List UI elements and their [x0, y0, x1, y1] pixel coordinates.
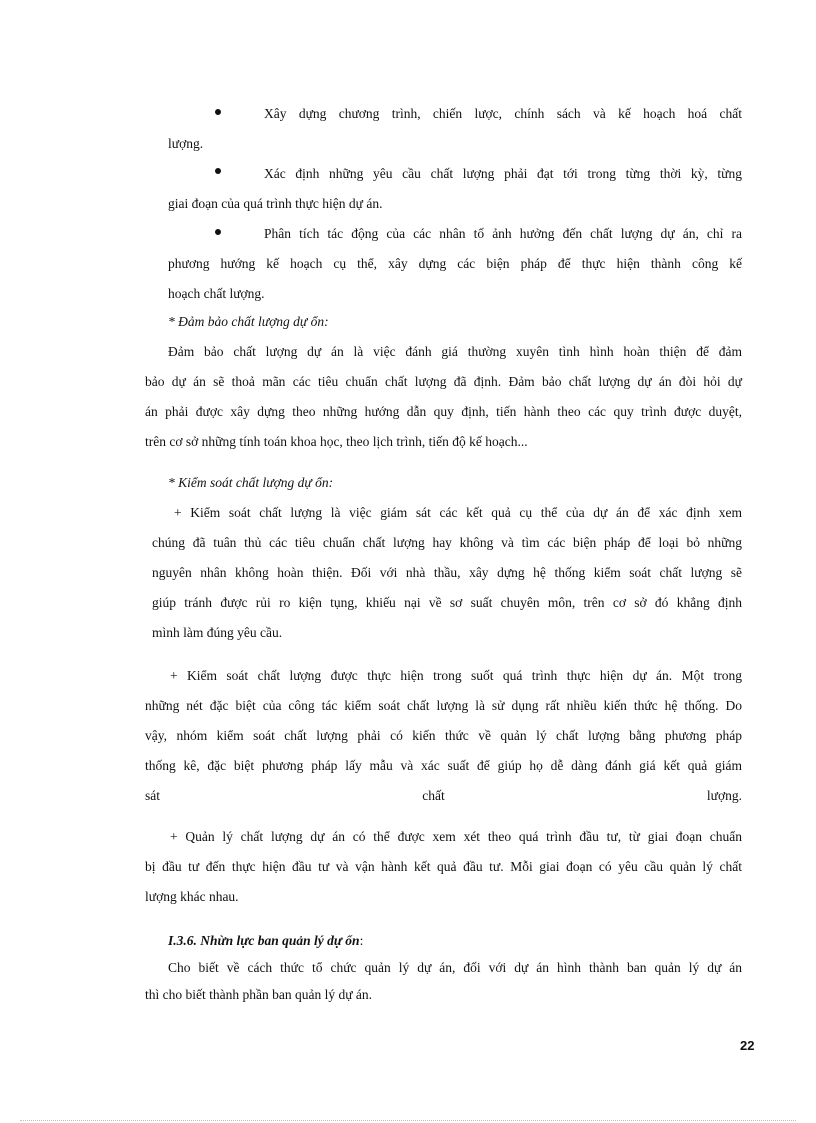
control-heading: * Kiểm soát chất lượng dự ổn:: [168, 475, 334, 490]
hr-line-2: thì cho biết thành phần ban quản lý dự án.: [145, 987, 373, 1002]
page-bottom-divider: [20, 1120, 796, 1121]
control-p2-line-3: vậy, nhóm kiểm soát chất lượng phải có kiến thức về quản lý chất lượng bằng phương pháp: [145, 728, 742, 743]
assurance-line-4: trên cơ sở những tính toán khoa học, theo lịch trình, tiến độ kế hoạch...: [145, 434, 528, 449]
bullet-2-line-2: giai đoạn của quá trình thực hiện dự án.: [168, 196, 383, 211]
bullet-3-line-1: Phân tích tác động của các nhân tố ảnh hưởng đến chất lượng dự án, chỉ ra: [264, 226, 742, 241]
hr-line-1: Cho biết về cách thức tổ chức quản lý dự án, đối với dự án hình thành ban quản lý dự án: [168, 960, 742, 975]
control-p1-line-4: giúp tránh được rủi ro kiện tụng, khiếu nại về sơ suất chuyên môn, trên cơ sở đó khẳng định: [152, 595, 742, 610]
control-p1-line-1: + Kiểm soát chất lượng là việc giám sát các kết quả cụ thể của dự án để xác định xem: [174, 505, 742, 520]
bullet-dot-icon: [215, 229, 221, 235]
control-p2-line-2: những nét đặc biệt của công tác kiểm soát chất lượng là sử dụng rất nhiều kiến thức hệ thống. Do: [145, 698, 742, 713]
control-p2-line-1: + Kiểm soát chất lượng được thực hiện trong suốt quá trình thực hiện dự án. Một trong: [170, 668, 742, 683]
assurance-line-3: án phải được xây dựng theo những hướng dẫn quy định, tiến hành theo các quy trình được duyệt,: [145, 404, 742, 419]
control-p2-line-5: sát chất lượng.: [145, 788, 742, 803]
bullet-1-line-1: Xây dựng chương trình, chiến lược, chính sách và kế hoạch hoá chất: [264, 106, 742, 121]
control-p1-line-2: chúng đã tuân thủ các tiêu chuẩn chất lượng hay không và tìm các biện pháp để loại bỏ những: [152, 535, 742, 550]
bullet-dot-icon: [215, 109, 221, 115]
assurance-line-1: Đảm bảo chất lượng dự án là việc đánh giá thường xuyên tình hình hoàn thiện để đảm: [168, 344, 742, 359]
bullet-1-line-2: lượng.: [168, 136, 204, 151]
bullet-2-line-1: Xác định những yêu cầu chất lượng phải đạt tới trong từng thời kỳ, từng: [264, 166, 742, 181]
bullet-3-line-2: phương hướng kế hoạch cụ thể, xây dựng các biện pháp để thực hiện thành công kế: [168, 256, 742, 271]
hr-heading: [168, 932, 363, 950]
bullet-3-line-3: hoạch chất lượng.: [168, 286, 265, 301]
control-p3-line-3: lượng khác nhau.: [145, 889, 239, 904]
control-p1-line-3: nguyên nhân không hoàn thiện. Đối với nhà thầu, xây dựng hệ thống kiểm soát chất lượng sẽ: [152, 565, 742, 580]
assurance-heading: * Đảm bảo chất lượng dự ổn:: [168, 314, 329, 329]
assurance-line-2: bảo dự án sẽ thoả mãn các tiêu chuẩn chất lượng đã định. Đảm bảo chất lượng dự án đòi hỏi dự: [145, 374, 742, 389]
hr-heading-colon: :: [359, 933, 364, 948]
hr-heading-text: I.3.6. Nhừn lực ban quản lý dự ổn: [168, 933, 360, 948]
control-p2-line-4: thống kê, đặc biệt phương pháp lấy mẫu và xác suất để giúp họ dễ dàng đánh giá kết quả giám: [145, 758, 742, 773]
control-p1-line-5: mình làm đúng yêu cầu.: [152, 625, 283, 640]
page-number: 22: [740, 1038, 755, 1053]
control-p3-line-1: + Quản lý chất lượng dự án có thể được xem xét theo quá trình đầu tư, từ giai đoạn chuẩn: [170, 829, 742, 844]
control-p3-line-2: bị đầu tư đến thực hiện đầu tư và vận hành kết quả đầu tư. Mỗi giai đoạn có yêu cầu quản lý chất: [145, 859, 742, 874]
bullet-dot-icon: [215, 168, 221, 174]
